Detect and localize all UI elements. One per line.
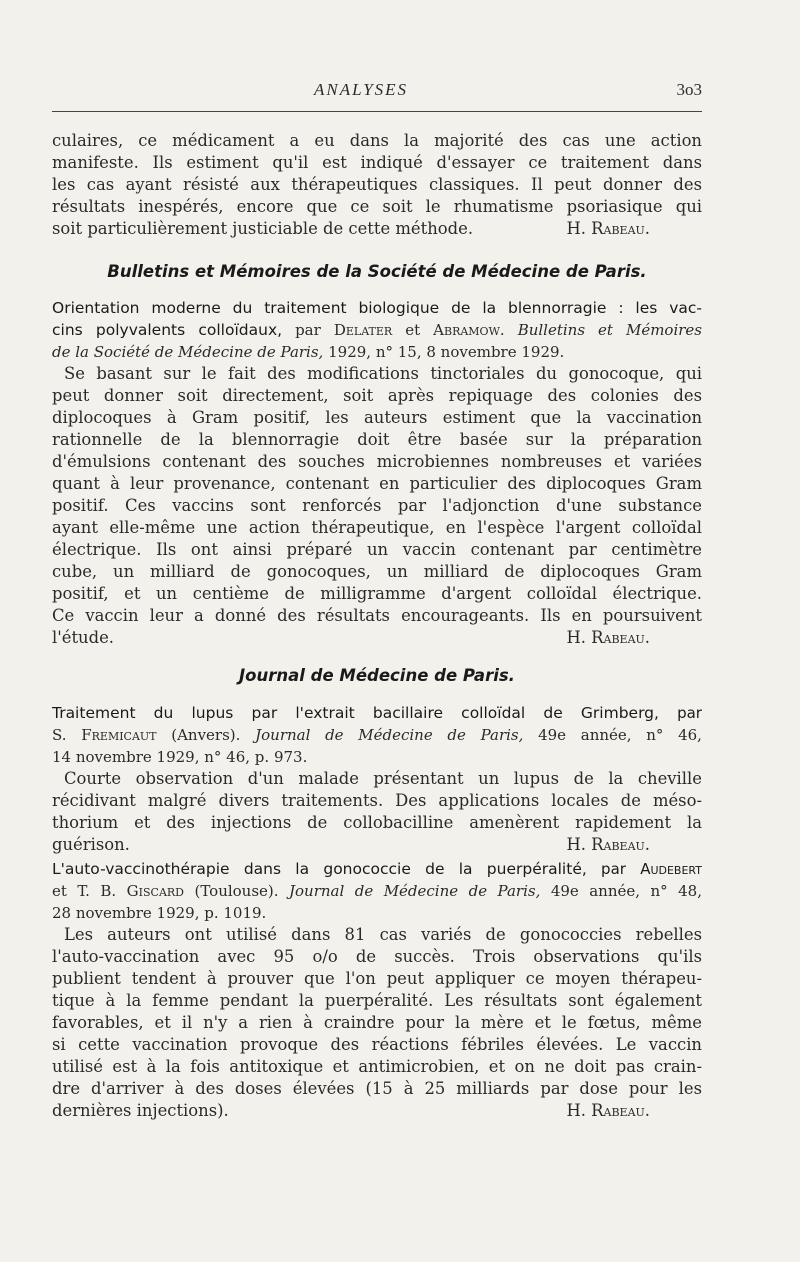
text-line: culaires, ce médicament a eu dans la majorité des cas une action xyxy=(52,131,702,150)
lead-paragraph xyxy=(52,130,702,240)
article-citation: et T. B. Giscard (Toulouse). Journal de Médecine de Paris, 49e année, n° 48, xyxy=(52,882,702,900)
text-line: thorium et des injections de collobacilline amenèrent rapidement la xyxy=(52,813,702,832)
text-line: Les auteurs ont utilisé dans 81 cas variés de gonococcies rebelles xyxy=(64,925,702,944)
text-line: si cette vaccination provoque des réactions fébriles élevées. Le vaccin xyxy=(52,1035,702,1054)
text-line: les cas ayant résisté aux thérapeutiques classiques. Il peut donner des xyxy=(52,175,702,194)
header-rule xyxy=(52,111,702,112)
text-line: favorables, et il n'y a rien à craindre pour la mère et le fœtus, même xyxy=(52,1013,702,1032)
article-title: L'auto-vaccinothérapie dans la gonococcie de la puerpéralité, par Audebert xyxy=(52,860,702,878)
text-line: positif. Ces vaccins sont renforcés par l'adjonction d'une substance xyxy=(52,496,702,515)
text-line: résultats inespérés, encore que ce soit le rhumatisme psoriasique qui xyxy=(52,197,702,216)
text-line: dre d'arriver à des doses élevées (15 à 25 milliards par dose pour les xyxy=(52,1079,702,1098)
section-heading: Journal de Médecine de Paris. xyxy=(239,666,515,685)
article-title: Traitement du lupus par l'extrait bacillaire colloïdal de Grimberg, par xyxy=(52,704,702,722)
article-citation-ref: 28 novembre 1929, p. 1019. xyxy=(52,904,267,922)
article xyxy=(52,702,702,856)
text-line: peut donner soit directement, soit après repiquage des colonies des xyxy=(52,386,702,405)
running-head xyxy=(52,80,702,100)
text-line: publient tendent à prouver que l'on peut appliquer ce moyen thérapeu- xyxy=(52,969,702,988)
text-line: l'auto-vaccination avec 95 o/o de succès. Trois observations qu'ils xyxy=(52,947,702,966)
text-line: guérison. xyxy=(52,835,130,854)
article xyxy=(52,858,702,1122)
article-citation-ref: 14 novembre 1929, n° 46, p. 973. xyxy=(52,748,308,766)
text-line: rationnelle de la blennorragie doit être basée sur la préparation xyxy=(52,430,702,449)
text-line: d'émulsions contenant des souches microbiennes nombreuses et variées xyxy=(52,452,702,471)
article-title: Orientation moderne du traitement biologique de la blennorragie : les vac- xyxy=(52,299,702,317)
text-line: utilisé est à la fois antitoxique et antimicrobien, et on ne doit pas crain- xyxy=(52,1057,702,1076)
article-citation: cins polyvalents colloïdaux, par Delater et Abramow. Bulletins et Mémoires xyxy=(52,321,702,339)
signature: H. Rabeau. xyxy=(566,628,650,647)
text-line: Se basant sur le fait des modifications tinctoriales du gonocoque, qui xyxy=(64,364,702,383)
text-line: tique à la femme pendant la puerpéralité. Les résultats sont également xyxy=(52,991,702,1010)
text-line: diplocoques à Gram positif, les auteurs estiment que la vaccination xyxy=(52,408,702,427)
text-line: Courte observation d'un malade présentant un lupus de la cheville xyxy=(64,769,702,788)
text-line: positif, et un centième de milligramme d'argent colloïdal électrique. xyxy=(52,584,702,603)
text-line: électrique. Ils ont ainsi préparé un vaccin contenant par centimètre xyxy=(52,540,702,559)
text-line: cube, un milliard de gonocoques, un milliard de diplocoques Gram xyxy=(52,562,702,581)
signed-line xyxy=(52,627,702,649)
page-number: 3o3 xyxy=(676,80,702,99)
running-title: ANALYSES xyxy=(314,80,409,99)
text-line: ayant elle-même une action thérapeutique, en l'espèce l'argent colloïdal xyxy=(52,518,702,537)
signed-line xyxy=(52,1100,702,1122)
article-citation-ref: de la Société de Médecine de Paris, 1929, n° 15, 8 novembre 1929. xyxy=(52,343,565,361)
signature: H. Rabeau. xyxy=(566,219,650,238)
signature: H. Rabeau. xyxy=(566,835,650,854)
text-line: quant à leur provenance, contenant en particulier des diplocoques Gram xyxy=(52,474,702,493)
signed-line xyxy=(52,834,702,856)
text-line: soit particulièrement justiciable de cette méthode. xyxy=(52,219,474,238)
text-line: dernières injections). xyxy=(52,1101,229,1120)
text-line: l'étude. xyxy=(52,628,114,647)
article xyxy=(52,297,702,649)
section-heading: Bulletins et Mémoires de la Société de Médecine de Paris. xyxy=(107,262,647,281)
article-citation: S. Fremicaut (Anvers). Journal de Médecine de Paris, 49e année, n° 46, xyxy=(52,726,702,744)
signature: H. Rabeau. xyxy=(566,1101,650,1120)
text-line: manifeste. Ils estiment qu'il est indiqué d'essayer ce traitement dans xyxy=(52,153,702,172)
text-line: Ce vaccin leur a donné des résultats encourageants. Ils en poursuivent xyxy=(52,606,702,625)
text-line: récidivant malgré divers traitements. Des applications locales de méso- xyxy=(52,791,702,810)
signed-line xyxy=(52,218,702,240)
